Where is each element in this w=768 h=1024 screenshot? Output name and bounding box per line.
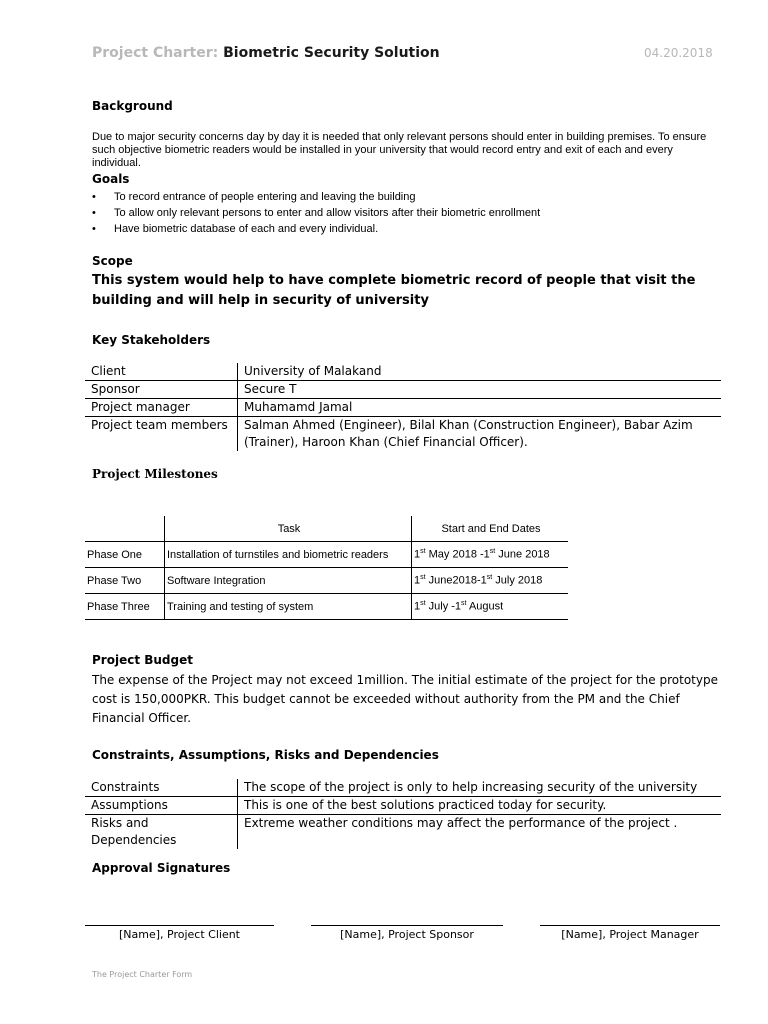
background-text: Due to major security concerns day by day it is needed that only relevant persons should enter in building premises. To ensure such objective biometric readers would be installed in your university that would record entry and exit of each and every individual. (92, 131, 707, 169)
constraints-heading: Constraints, Assumptions, Risks and Dependencies (92, 748, 439, 762)
table-row (85, 399, 721, 417)
signature-line (540, 925, 720, 926)
table-row (85, 568, 568, 594)
goals-list (92, 191, 732, 239)
project-name: Biometric Security Solution (223, 45, 440, 61)
stakeholders-table (85, 363, 721, 451)
table-row (85, 381, 721, 399)
signature-label: [Name], Project Manager (561, 928, 699, 941)
milestone-dates: 1st July -1st August (412, 594, 569, 620)
stakeholder-name: Salman Ahmed (Engineer), Bilal Khan (Construction Engineer), Babar Azim (Trainer), Haroon Khan (Chief Financial Officer). (238, 417, 722, 452)
goal-item: • Have biometric database of each and every individual. (92, 223, 379, 235)
budget-heading: Project Budget (92, 653, 193, 667)
milestone-dates: 1st May 2018 -1st June 2018 (412, 542, 569, 568)
signature-line (311, 925, 503, 926)
constraint-label: Risks and Dependencies (85, 815, 238, 850)
bullet-icon: • (92, 207, 96, 219)
goals-heading: Goals (92, 172, 130, 186)
table-header-row (85, 516, 568, 542)
milestone-dates: 1st June2018-1st July 2018 (412, 568, 569, 594)
milestone-phase: Phase Two (85, 568, 165, 594)
phase-column-header (85, 516, 165, 542)
constraint-value: This is one of the best solutions practiced today for security. (238, 797, 722, 815)
background-heading: Background (92, 99, 173, 113)
table-row (85, 542, 568, 568)
signature-line (85, 925, 274, 926)
table-row (85, 363, 721, 381)
page-footer: The Project Charter Form (92, 970, 193, 979)
constraint-value: The scope of the project is only to help increasing security of the university (244, 780, 698, 794)
approval-heading: Approval Signatures (92, 861, 231, 875)
milestones-table (85, 516, 568, 620)
document-date: 04.20.2018 (644, 46, 713, 60)
scope-text: This system would help to have complete biometric record of people that visit the building and will help in security of university (92, 273, 696, 308)
table-row (85, 815, 721, 850)
dates-column-header: Start and End Dates (412, 516, 569, 542)
milestone-phase: Phase One (85, 542, 165, 568)
stakeholder-role: Sponsor (85, 381, 238, 399)
stakeholder-name: Secure T (238, 381, 722, 399)
task-column-header: Task (165, 516, 412, 542)
bullet-icon: • (92, 191, 96, 203)
milestone-task: Software Integration (165, 568, 412, 594)
stakeholder-name: Muhamamd Jamal (238, 399, 722, 417)
goal-item: • To allow only relevant persons to enter and allow visitors after their biometric enrollment (92, 207, 541, 219)
stakeholder-role: Project team members (85, 417, 238, 452)
milestone-task: Training and testing of system (165, 594, 412, 620)
title-label: Project Charter: (92, 45, 219, 61)
table-row (85, 797, 721, 815)
goal-item: • To record entrance of people entering and leaving the building (92, 191, 416, 203)
constraint-label: Constraints (85, 779, 238, 797)
scope-heading: Scope (92, 254, 133, 268)
constraints-table (85, 779, 721, 849)
signature-label: [Name], Project Client (118, 928, 240, 941)
table-row (85, 594, 568, 620)
document-title (92, 45, 440, 61)
stakeholders-heading: Key Stakeholders (92, 333, 211, 347)
table-row (85, 417, 721, 452)
signature-label: [Name], Project Sponsor (340, 928, 474, 941)
bullet-icon: • (92, 223, 96, 235)
budget-text: The expense of the Project may not exceed 1million. The initial estimate of the project for the prototype cost is 150,000PKR. This budget cannot be exceeded without authority from the PM and the Chief Financial Officer. (92, 673, 718, 725)
constraint-value: Extreme weather conditions may affect the performance of the project . (238, 815, 722, 850)
milestone-task: Installation of turnstiles and biometric readers (165, 542, 412, 568)
constraint-label: Assumptions (85, 797, 238, 815)
table-row (85, 779, 721, 797)
milestone-phase: Phase Three (85, 594, 165, 620)
stakeholder-role: Project manager (85, 399, 238, 417)
milestones-heading: Project Milestones (92, 467, 218, 481)
stakeholder-name: University of Malakand (244, 364, 382, 378)
stakeholder-role: Client (85, 363, 238, 381)
